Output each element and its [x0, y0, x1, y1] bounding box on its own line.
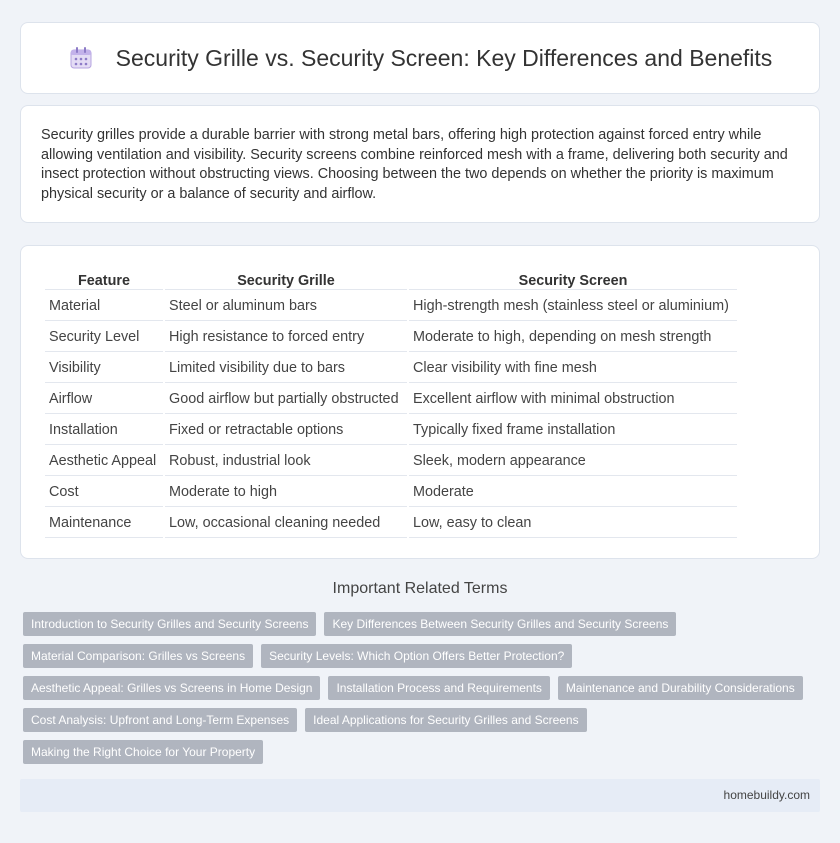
related-term-tag[interactable]: Security Levels: Which Option Offers Better Protection?: [261, 644, 572, 668]
grille-cell: Fixed or retractable options: [165, 416, 407, 445]
table-row: [45, 447, 737, 476]
grille-cell: Robust, industrial look: [165, 447, 407, 476]
screen-cell: High-strength mesh (stainless steel or aluminium): [409, 292, 737, 321]
related-term-tag[interactable]: Key Differences Between Security Grilles and Security Screens: [324, 612, 676, 636]
table-row: [45, 509, 737, 538]
feature-cell: Installation: [45, 416, 163, 445]
related-term-tag[interactable]: Maintenance and Durability Considerations: [558, 676, 803, 700]
table-header-row: [45, 268, 737, 290]
intro-paragraph: Security grilles provide a durable barrier with strong metal bars, offering high protection against forced entry while allowing ventilation and visibility. Security screens combine reinforced mesh with a frame, delivering both security and insect protection without obstructing views. Choosing between the two depends on whether the priority is maximum physical security or a balance of security and airflow.: [41, 127, 788, 202]
related-term-tag[interactable]: Cost Analysis: Upfront and Long-Term Expenses: [23, 708, 297, 732]
table-row: [45, 354, 737, 383]
grille-cell: Good airflow but partially obstructed: [165, 385, 407, 414]
comparison-table: [43, 266, 739, 540]
related-terms-title: Important Related Terms: [332, 580, 508, 597]
feature-cell: Maintenance: [45, 509, 163, 538]
feature-cell: Security Level: [45, 323, 163, 352]
feature-cell: Material: [45, 292, 163, 321]
header-feature: Feature: [45, 268, 163, 290]
feature-cell: Aesthetic Appeal: [45, 447, 163, 476]
table-row: [45, 323, 737, 352]
calendar-icon: [68, 45, 94, 71]
grille-cell: High resistance to forced entry: [165, 323, 407, 352]
screen-cell: Moderate: [409, 478, 737, 507]
header-security-grille: Security Grille: [165, 268, 407, 290]
screen-cell: Moderate to high, depending on mesh strength: [409, 323, 737, 352]
grille-cell: Steel or aluminum bars: [165, 292, 407, 321]
feature-cell: Cost: [45, 478, 163, 507]
related-term-tag[interactable]: Material Comparison: Grilles vs Screens: [23, 644, 253, 668]
footer: [20, 779, 820, 812]
comparison-card: [20, 245, 820, 559]
table-row: [45, 292, 737, 321]
related-terms-list: [23, 612, 813, 764]
feature-cell: Visibility: [45, 354, 163, 383]
table-row: [45, 478, 737, 507]
page-title: Security Grille vs. Security Screen: Key Differences and Benefits: [115, 44, 773, 71]
related-term-tag[interactable]: Aesthetic Appeal: Grilles vs Screens in Home Design: [23, 676, 320, 700]
grille-cell: Limited visibility due to bars: [165, 354, 407, 383]
table-row: [45, 416, 737, 445]
related-term-tag[interactable]: Ideal Applications for Security Grilles and Screens: [305, 708, 586, 732]
related-term-tag[interactable]: Introduction to Security Grilles and Security Screens: [23, 612, 316, 636]
grille-cell: Low, occasional cleaning needed: [165, 509, 407, 538]
grille-cell: Moderate to high: [165, 478, 407, 507]
title-row: [68, 45, 773, 72]
table-row: [45, 385, 737, 414]
header-security-screen: Security Screen: [409, 268, 737, 290]
screen-cell: Sleek, modern appearance: [409, 447, 737, 476]
screen-cell: Low, easy to clean: [409, 509, 737, 538]
intro-card: [20, 105, 820, 223]
title-card: [20, 22, 820, 94]
related-term-tag[interactable]: Installation Process and Requirements: [328, 676, 549, 700]
screen-cell: Clear visibility with fine mesh: [409, 354, 737, 383]
footer-site-link[interactable]: homebuildy.com: [723, 788, 810, 802]
related-term-tag[interactable]: Making the Right Choice for Your Property: [23, 740, 263, 764]
feature-cell: Airflow: [45, 385, 163, 414]
screen-cell: Excellent airflow with minimal obstruction: [409, 385, 737, 414]
screen-cell: Typically fixed frame installation: [409, 416, 737, 445]
